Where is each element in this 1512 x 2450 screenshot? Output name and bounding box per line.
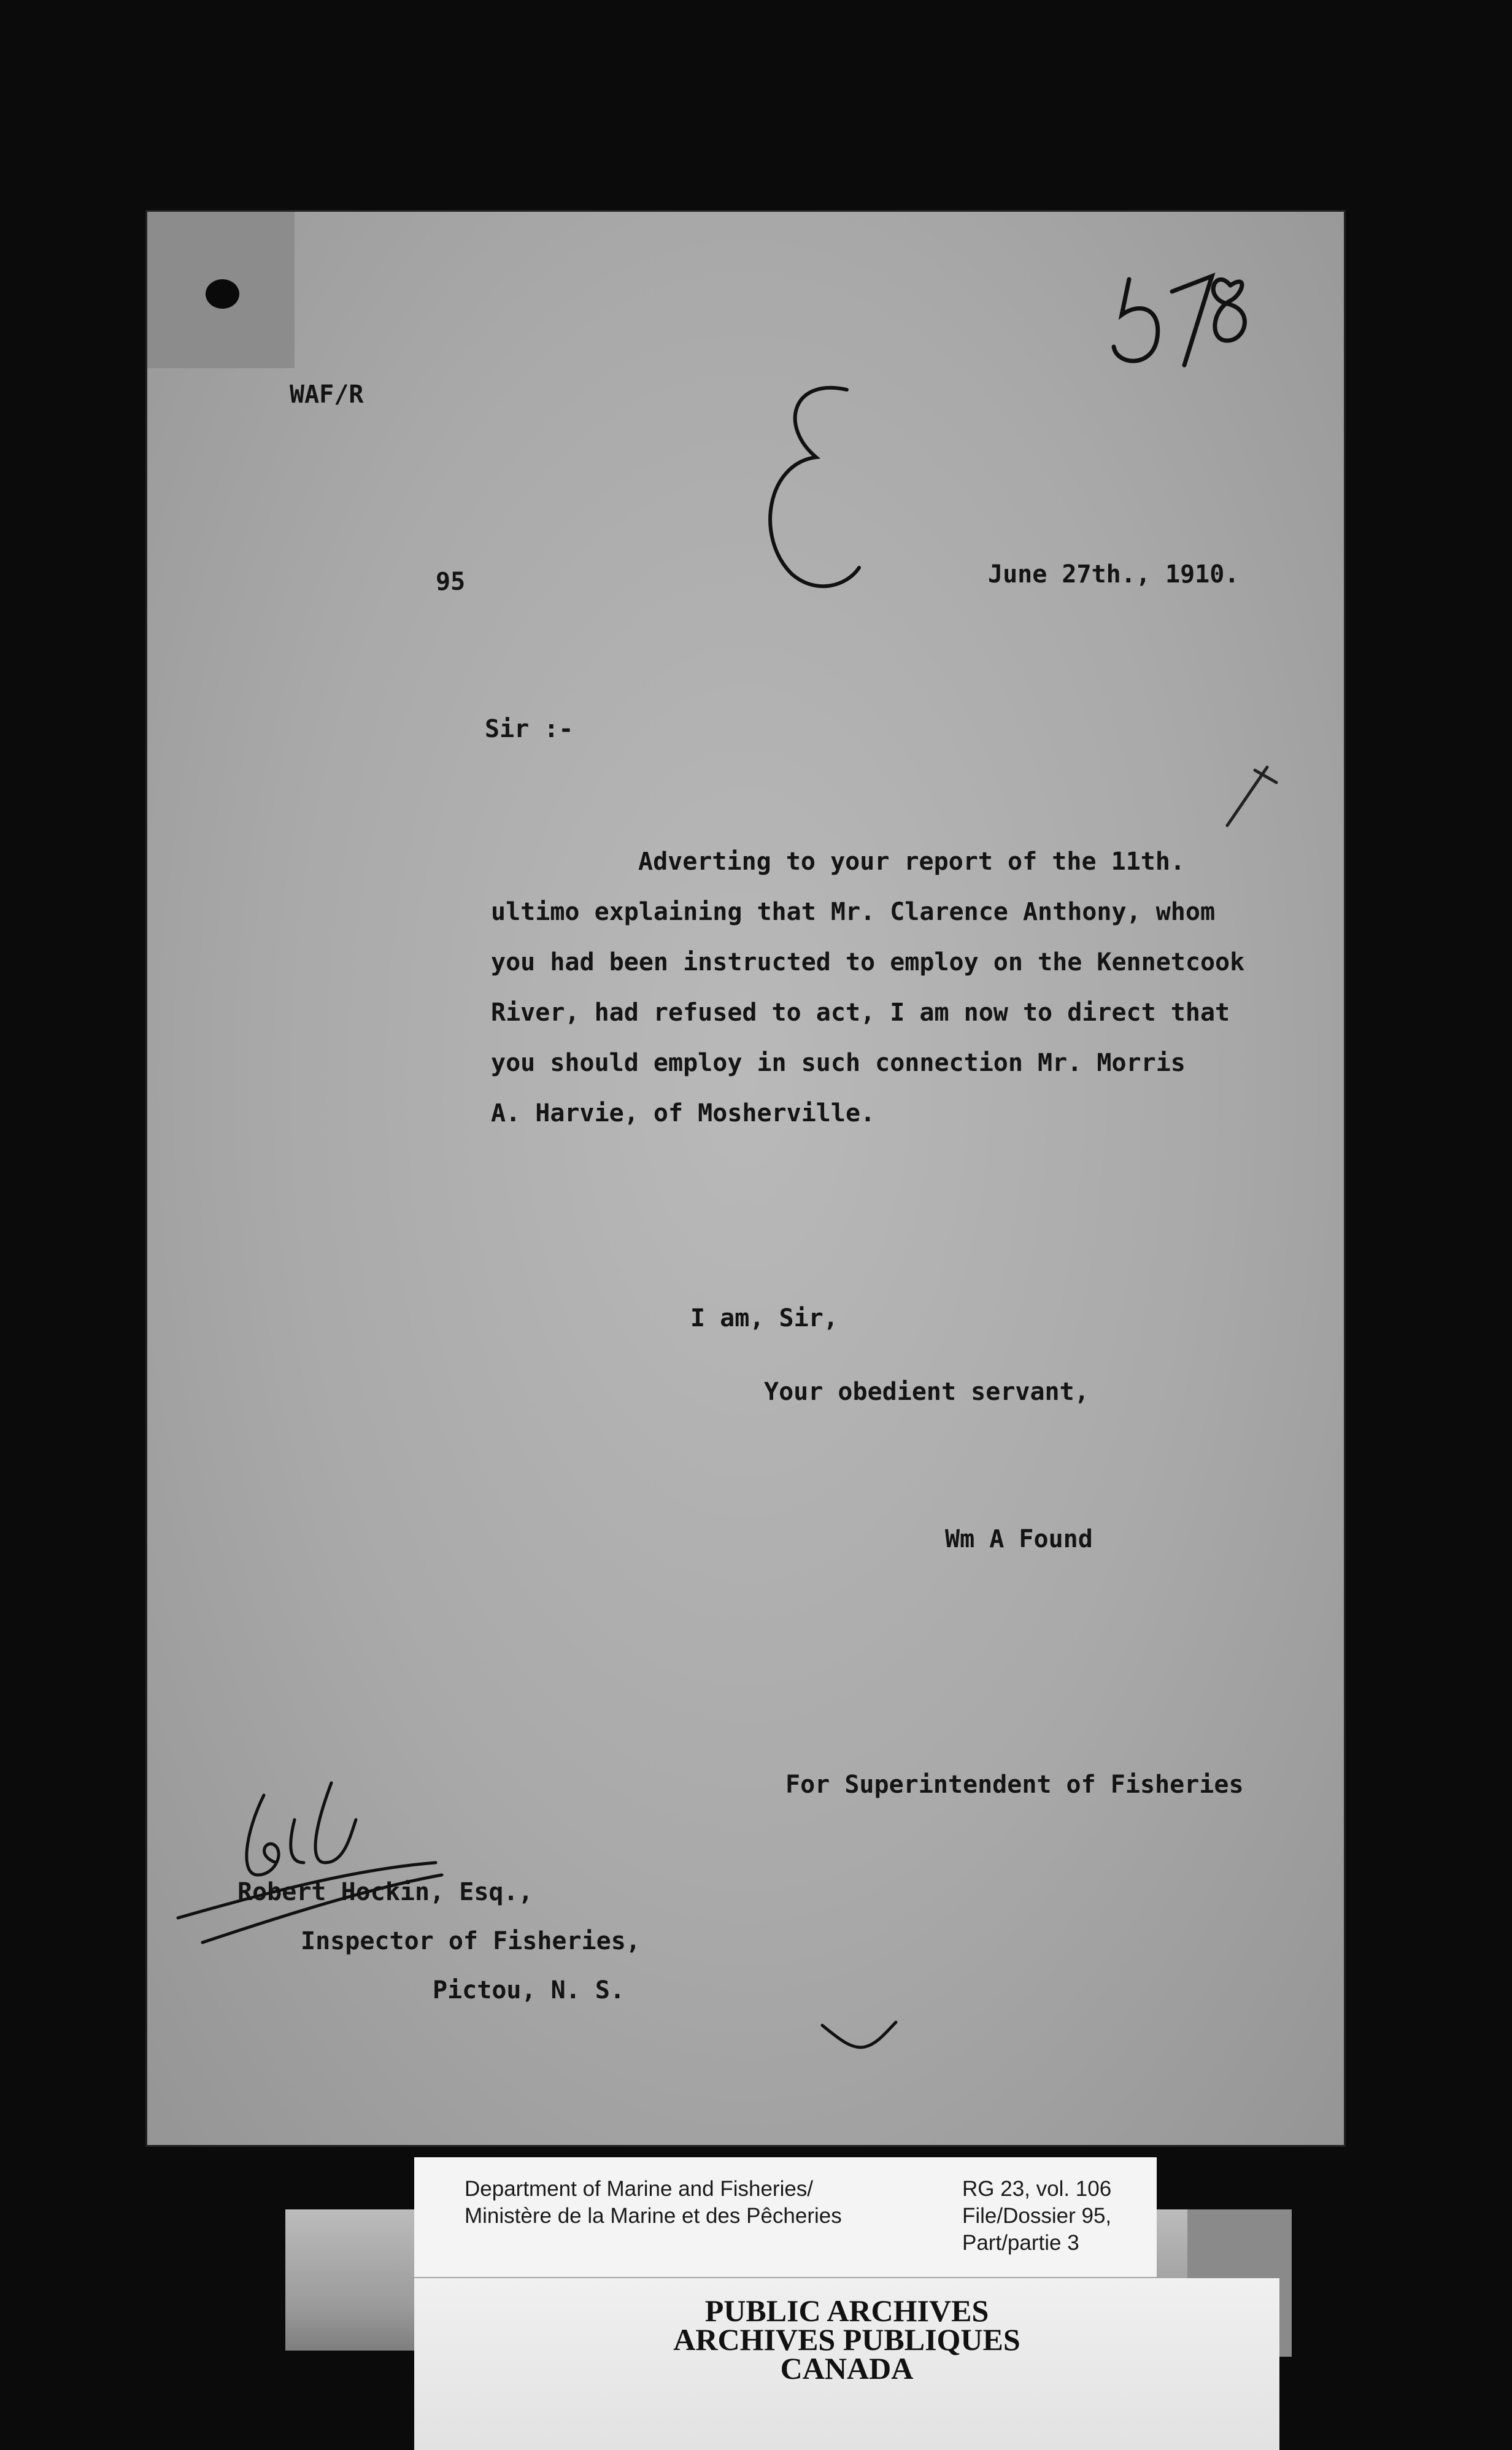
archive-reference-label	[414, 2157, 1157, 2277]
reference-initials: WAF/R	[290, 381, 364, 409]
body-line: A. Harvie, of Mosherville.	[491, 1099, 876, 1127]
page-corner-shade	[147, 212, 295, 368]
handwritten-page-number	[1105, 242, 1264, 390]
addressee-place: Pictou, N. S.	[433, 1976, 625, 2004]
department-line: Ministère de la Marine et des Pêcheries	[465, 2204, 842, 2228]
handwritten-e-mark	[755, 371, 865, 605]
handwritten-initials	[172, 1771, 454, 1973]
public-archives-stamp	[414, 2278, 1279, 2450]
punch-hole	[206, 279, 239, 309]
reference-line: File/Dossier 95,	[962, 2204, 1112, 2228]
signature: Wm A Found	[945, 1525, 1093, 1553]
file-number: 95	[436, 568, 466, 596]
body-line: you should employ in such connection Mr. Morris	[491, 1049, 1186, 1077]
handwritten-check-mark	[816, 2016, 902, 2059]
salutation: Sir :-	[485, 715, 574, 743]
addressee-title: Inspector of Fisheries,	[301, 1927, 641, 1955]
closing-servant: Your obedient servant,	[764, 1378, 1089, 1406]
body-line: Adverting to your report of the 11th.	[638, 848, 1186, 876]
stamp-line: CANADA	[780, 2351, 914, 2386]
body-line: ultimo explaining that Mr. Clarence Anthony, whom	[491, 898, 1216, 926]
signature-title: For Superintendent of Fisheries	[785, 1771, 1244, 1799]
reference-line: Part/partie 3	[962, 2231, 1079, 2255]
body-line: you had been instructed to employ on the Kennetcook	[491, 948, 1245, 976]
stamp-line: ARCHIVES PUBLIQUES	[673, 2322, 1020, 2357]
stamp-line: PUBLIC ARCHIVES	[704, 2293, 989, 2328]
letter-date: June 27th., 1910.	[988, 560, 1240, 589]
record-group-reference	[962, 2176, 1111, 2257]
letter-page	[147, 212, 1344, 2145]
addressee-name: Robert Hockin, Esq.,	[237, 1878, 533, 1906]
letter-body	[491, 837, 1244, 1138]
body-line: River, had refused to act, I am now to direct that	[491, 999, 1230, 1027]
closing-line: I am, Sir,	[690, 1304, 838, 1332]
reference-line: RG 23, vol. 106	[962, 2177, 1112, 2201]
department-line: Department of Marine and Fisheries/	[465, 2177, 814, 2201]
department-name	[465, 2176, 842, 2230]
stamp-text	[414, 2293, 1279, 2386]
handwritten-tick-mark	[1215, 752, 1289, 832]
